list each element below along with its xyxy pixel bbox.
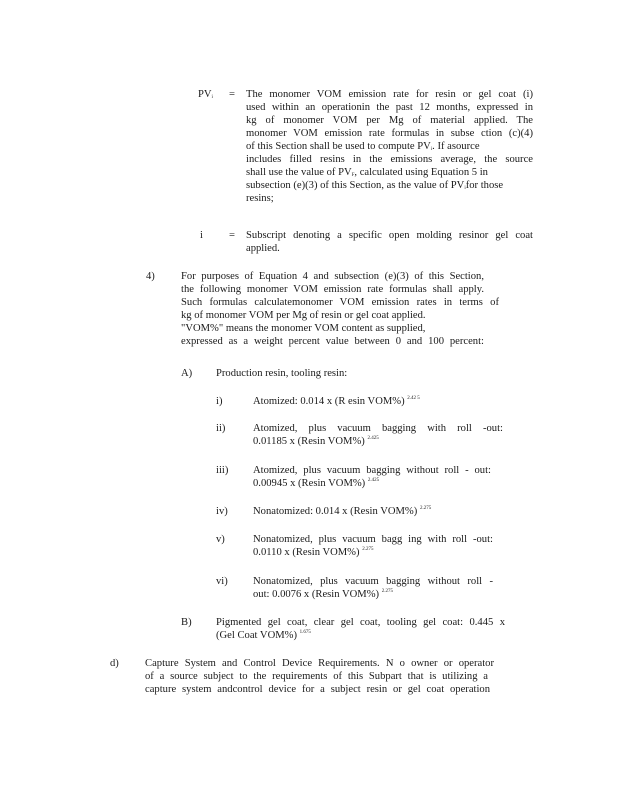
item-4-line-4: kg of monomer VOM per Mg of resin or gel coat applied. (181, 310, 426, 321)
item-4-paragraph (181, 270, 499, 348)
subitem-v-line-2 (253, 546, 493, 559)
subitem-ii-line-1: Atomized, plus vacuum bagging with roll -out: (253, 423, 503, 434)
subitem-vi-text: out: 0.0076 x (Resin VOM%) (253, 589, 380, 600)
item-4-line-2: the following monomer VOM emission rate formulas shall apply. (181, 284, 484, 295)
subitem-i-formula (253, 395, 420, 408)
pv-def-line-5-tail: . If asource (432, 141, 480, 152)
pv-def-line-4: monomer VOM emission rate formulas in subse ction (c)(4) (246, 128, 533, 139)
item-b-text (216, 616, 505, 642)
subitem-vi-line-2 (253, 588, 493, 601)
i-def-line-1: Subscript denoting a specific open molding resinor gel coat (246, 230, 533, 241)
pv-def-line-7-tail: , calculated using Equation 5 in (354, 167, 488, 178)
subitem-ii-formula (253, 422, 503, 448)
item-b-line-2-text: (Gel Coat VOM%) (216, 630, 298, 641)
pv-symbol-text: PV (198, 89, 212, 100)
i-equals: = (229, 230, 235, 241)
subitem-vi-marker: vi) (216, 576, 228, 587)
item-d-line-3: capture system andcontrol device for a subject resin or gel coat operation (145, 684, 490, 695)
subitem-vi-exponent: 2.275 (381, 589, 393, 594)
subitem-ii-marker: ii) (216, 423, 226, 434)
pv-def-line-7 (246, 166, 533, 179)
pv-symbol-subscript: i (211, 95, 213, 100)
item-b-line-2 (216, 629, 505, 642)
subitem-vi-formula (253, 575, 493, 601)
subitem-iii-line-2 (253, 477, 491, 490)
subitem-iii-marker: iii) (216, 465, 229, 476)
pv-def-line-5 (246, 140, 533, 153)
subitem-iii-exponent: 2.425 (367, 478, 380, 483)
item-d-line-1: Capture System and Control Device Requirements. N o owner or operator (145, 658, 494, 669)
item-4-marker: 4) (146, 271, 155, 282)
item-b-exponent: 1.675 (299, 630, 311, 635)
subitem-i-text: Atomized: 0.014 x (R esin VOM%) (253, 396, 405, 407)
subitem-v-exponent: 2.275 (362, 547, 374, 552)
pv-def-line-1: The monomer VOM emission rate for resin or gel coat (i) (246, 89, 533, 100)
pv-def-line-8-sub: i (464, 186, 466, 191)
subitem-iv-exponent: 2.275 (419, 506, 432, 511)
pv-def-line-8-text: subsection (e)(3) of this Section, as the value of PV (246, 180, 465, 191)
pv-def-line-7-sub: F (351, 173, 355, 178)
item-a-text: Production resin, tooling resin: (216, 368, 348, 379)
item-4-line-3: Such formulas calculatemonomer VOM emission rates in terms of (181, 297, 499, 308)
subitem-i-marker: i) (216, 396, 223, 407)
subitem-ii-line-2 (253, 435, 503, 448)
pv-def-line-5-sub: i (430, 147, 433, 152)
subitem-v-formula (253, 533, 493, 559)
subitem-iii-line-1: Atomized, plus vacuum bagging without roll - out: (253, 465, 491, 476)
subitem-iv-formula (253, 505, 431, 518)
subitem-iv-marker: iv) (216, 506, 228, 517)
pv-def-line-5-text: of this Section shall be used to compute PV (246, 141, 431, 152)
subitem-ii-text: 0.01185 x (Resin VOM%) (253, 436, 365, 447)
subitem-v-line-1: Nonatomized, plus vacuum bagg ing with roll -out: (253, 534, 493, 545)
subitem-vi-line-1: Nonatomized, plus vacuum bagging without roll - (253, 576, 493, 587)
item-4-line-1: For purposes of Equation 4 and subsection (e)(3) of this Section, (181, 271, 484, 282)
subitem-iii-text: 0.00945 x (Resin VOM%) (253, 478, 366, 489)
item-4-line-6: expressed as a weight percent value between 0 and 100 percent: (181, 336, 484, 347)
pv-def-line-3: kg of monomer VOM per Mg of material applied. The (246, 115, 533, 126)
item-b-line-1: Pigmented gel coat, clear gel coat, tooling gel coat: 0.445 x (216, 617, 505, 628)
item-d-marker: d) (110, 658, 119, 669)
pv-def-line-9: resins; (246, 193, 274, 204)
item-4-line-5: "VOM%" means the monomer VOM content as supplied, (181, 323, 426, 334)
subitem-ii-exponent: 2.425 (367, 436, 379, 441)
subitem-v-marker: v) (216, 534, 225, 545)
pv-def-line-6: includes filled resins in the emissions average, the source (246, 154, 533, 165)
item-a-marker: A) (181, 368, 193, 379)
i-def-line-2: applied. (246, 243, 280, 254)
item-b-marker: B) (181, 617, 192, 628)
pv-symbol (198, 88, 213, 101)
subitem-i-exponent: 2.42 5 (407, 396, 420, 401)
pv-def-line-2: used within an operationin the past 12 months, expressed in (246, 102, 533, 113)
item-d-line-2: of a source subject to the requirements of this Subpart that is utilizing a (145, 671, 488, 682)
i-symbol: i (200, 230, 203, 241)
pv-definition (246, 88, 533, 205)
subitem-iv-text: Nonatomized: 0.014 x (Resin VOM%) (253, 506, 418, 517)
i-definition (246, 229, 533, 255)
item-d-paragraph (145, 657, 494, 696)
subitem-iii-formula (253, 464, 491, 490)
pv-def-line-7-text: shall use the value of PV (246, 167, 352, 178)
pv-def-line-8 (246, 179, 533, 192)
pv-equals: = (229, 89, 235, 100)
subitem-v-text: 0.0110 x (Resin VOM%) (253, 547, 360, 558)
pv-def-line-8-tail: for those (465, 180, 504, 191)
